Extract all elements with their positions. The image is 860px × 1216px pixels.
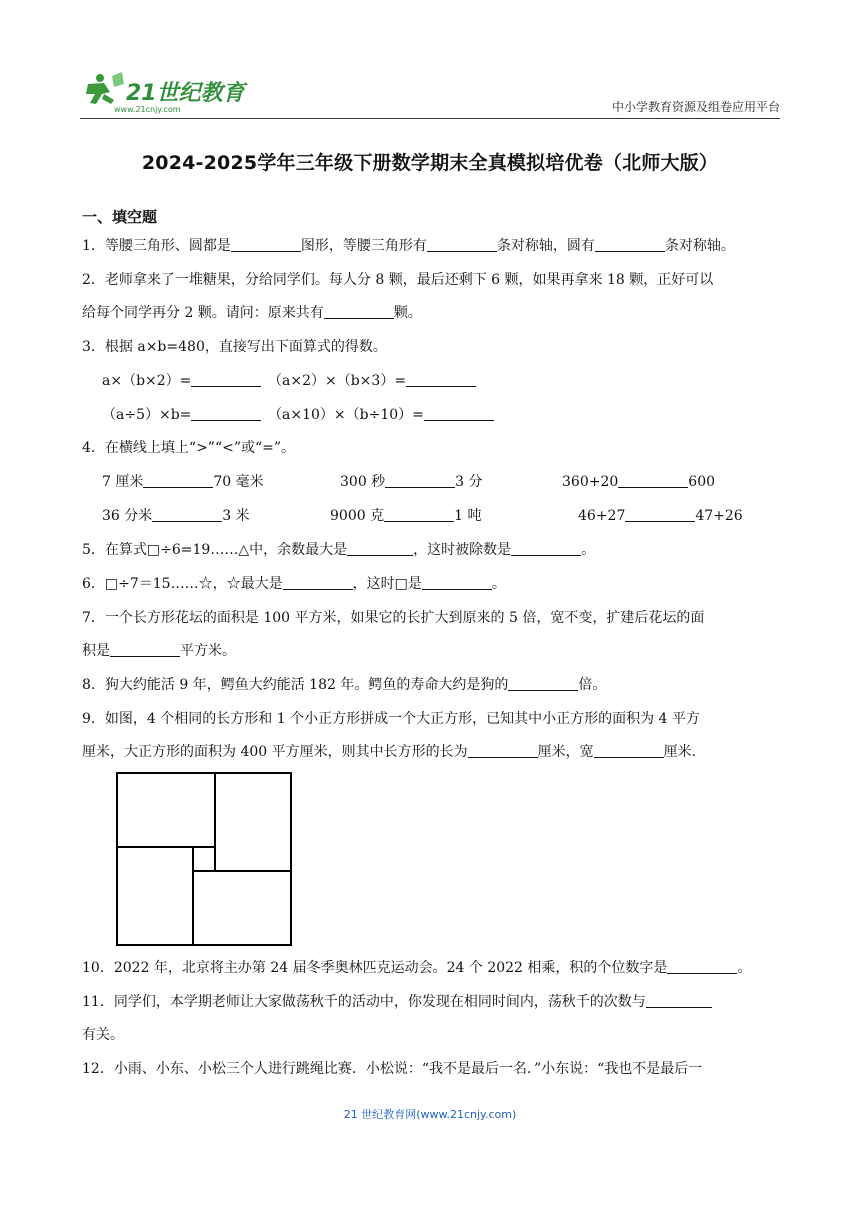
compare-item: 46+27 47+26 (578, 508, 743, 524)
question-4-stem: 4．在横线上填上“>”“<”或“=”。 (82, 440, 296, 456)
question-11-line-2: 有关。 (82, 1027, 124, 1043)
rectangle-bottom-left (117, 847, 193, 945)
q3-expr-3: （a÷5）×b= (102, 405, 261, 425)
header-divider (80, 118, 780, 119)
footer-source[interactable]: 21 世纪教育网(www.21cnjy.com) (343, 1108, 517, 1121)
question-3-stem: 3．根据 a×b=480，直接写出下面算式的得数。 (82, 339, 387, 355)
answer-blank[interactable] (231, 237, 301, 252)
answer-blank[interactable] (191, 406, 261, 421)
answer-blank[interactable] (191, 372, 261, 387)
question-5: 5．在算式□÷6=19……△中，余数最大是 ，这时被除数是 。 (82, 542, 596, 558)
page-title: 2024-2025学年三年级下册数学期末全真模拟培优卷（北师大版） (141, 152, 719, 174)
compare-item: 360+20 600 (562, 474, 716, 490)
answer-blank[interactable] (468, 743, 538, 758)
answer-blank[interactable] (667, 959, 737, 974)
answer-blank[interactable] (424, 406, 494, 421)
answer-blank[interactable] (406, 372, 476, 387)
site-logo (78, 70, 248, 116)
answer-blank[interactable] (625, 507, 695, 522)
question-9-line-1: 9．如图，4 个相同的长方形和 1 个小正方形拼成一个大正方形，已知其中小正方形的面积为 4 平方 (82, 711, 700, 727)
platform-label: 中小学教育资源及组卷应用平台 (611, 100, 780, 114)
answer-blank[interactable] (384, 507, 454, 522)
answer-blank[interactable] (427, 237, 497, 252)
big-square (117, 773, 291, 945)
q3-expr-4: （a×10）×（b÷10）= (268, 405, 494, 425)
question-10: 10．2022 年，北京将主办第 24 届冬季奥林匹克运动会。24 个 2022 相乘，积的个位数字是 。 (82, 960, 752, 976)
answer-blank[interactable] (110, 642, 180, 657)
question-1: 1．等腰三角形、圆都是 图形，等腰三角形有 条对称轴，圆有 条对称轴。 (82, 238, 735, 254)
answer-blank[interactable] (511, 541, 581, 556)
small-square (193, 847, 215, 871)
question-12-line-1: 12．小雨、小东、小松三个人进行跳绳比赛．小松说：“我不是最后一名．”小东说：“我也不是最后一 (82, 1061, 703, 1077)
question-7-line-1: 7．一个长方形花坛的面积是 100 平方米，如果它的长扩大到原来的 5 倍，宽不变，扩建后花坛的面 (82, 610, 705, 626)
question-11-line-1: 11．同学们，本学期老师让大家做荡秋千的活动中，你发现在相同时间内，荡秋千的次数与 (82, 992, 780, 1012)
q3-expr-1: a×（b×2）= (102, 371, 261, 391)
answer-blank[interactable] (347, 541, 413, 556)
answer-blank[interactable] (594, 743, 664, 758)
logo-text: 21世纪教育 (126, 81, 245, 106)
answer-blank[interactable] (646, 993, 712, 1008)
question-9-line-2: 厘米，大正方形的面积为 400 平方厘米，则其中长方形的长为 厘米，宽 厘米. (82, 744, 697, 760)
answer-blank[interactable] (283, 575, 353, 590)
answer-blank[interactable] (152, 507, 222, 522)
answer-blank[interactable] (508, 676, 578, 691)
answer-blank[interactable] (618, 473, 688, 488)
question-7-line-2: 积是 平方米。 (82, 643, 236, 659)
compare-item: 36 分米 3 米 (102, 508, 250, 524)
answer-blank[interactable] (422, 575, 492, 590)
square-diagram (116, 772, 292, 946)
answer-blank[interactable] (324, 304, 394, 319)
rectangle-top-right (215, 773, 291, 871)
compare-item: 7 厘米 70 毫米 (102, 474, 264, 490)
q3-expr-2: （a×2）×（b×3）= (268, 371, 476, 391)
question-2-line-2: 给每个同学再分 2 颗。请问：原来共有 颗。 (82, 305, 422, 321)
answer-blank[interactable] (595, 237, 665, 252)
rectangle-bottom-right (193, 871, 291, 945)
question-6: 6．□÷7＝15……☆，☆最大是 ，这时□是 。 (82, 576, 506, 592)
runner-icon (86, 72, 124, 104)
question-8: 8．狗大约能活 9 年，鳄鱼大约能活 182 年。鳄鱼的寿命大约是狗的 倍。 (82, 677, 607, 693)
logo-url: www.21cnjy.com (114, 105, 181, 114)
rectangle-top-left (117, 773, 215, 847)
compare-item: 300 秒 3 分 (340, 474, 483, 490)
compare-item: 9000 克 1 吨 (330, 508, 482, 524)
question-2-line-1: 2．老师拿来了一堆糖果，分给同学们。每人分 8 颗，最后还剩下 6 颗，如果再拿来 18 颗，正好可以 (82, 272, 714, 288)
section-heading: 一、填空题 (82, 208, 158, 226)
answer-blank[interactable] (385, 473, 455, 488)
answer-blank[interactable] (143, 473, 213, 488)
